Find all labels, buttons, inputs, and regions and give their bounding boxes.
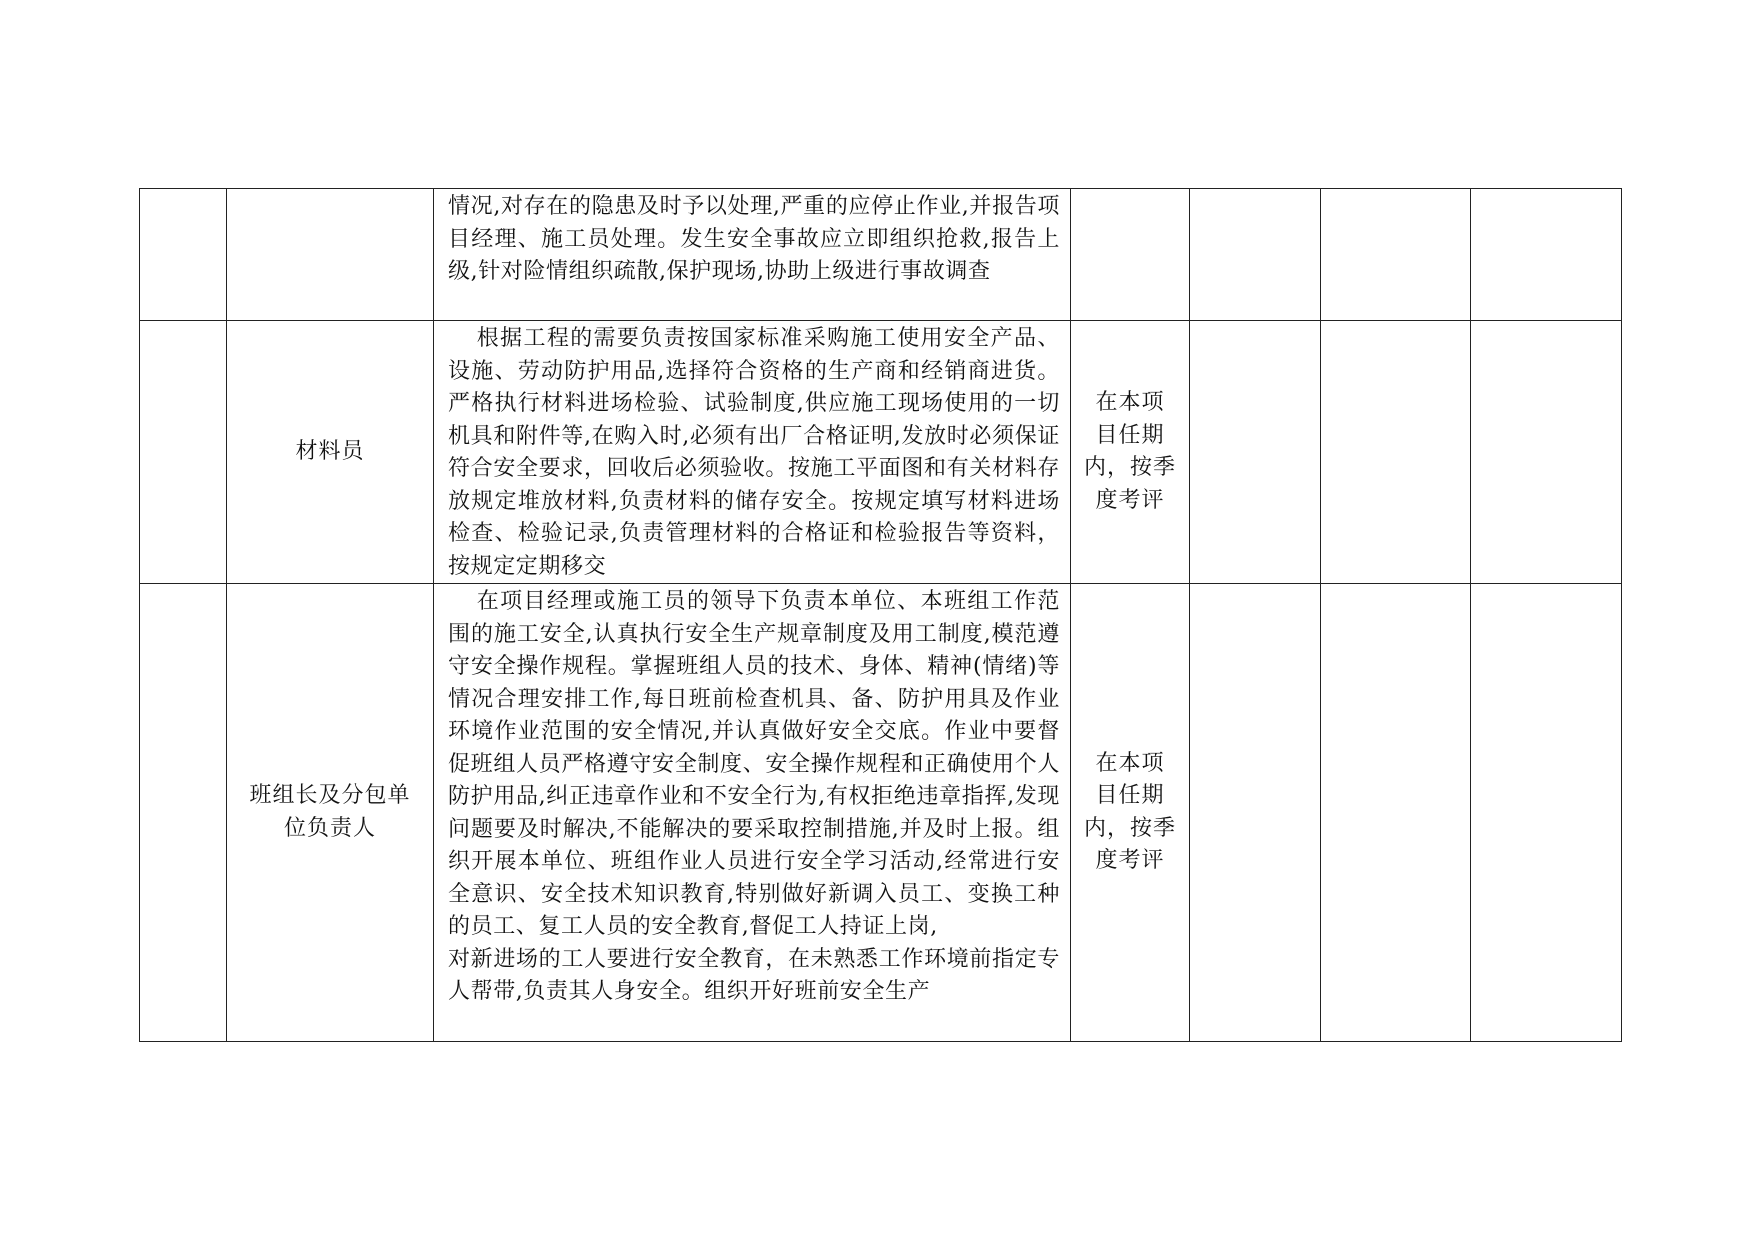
index-cell bbox=[140, 189, 227, 321]
role-name-line: 班组长及分包单 bbox=[249, 783, 411, 808]
empty-cell bbox=[1190, 189, 1321, 321]
empty-cell bbox=[1471, 189, 1622, 321]
duty-text bbox=[434, 584, 1070, 1009]
assessment-period-cell bbox=[1071, 584, 1190, 1042]
period-line: 度考评 bbox=[1095, 487, 1165, 513]
role-cell bbox=[227, 321, 434, 584]
duty-cell bbox=[434, 584, 1071, 1042]
empty-cell bbox=[1190, 584, 1321, 1042]
table-row bbox=[140, 584, 1622, 1042]
duty-paragraph: 在项目经理或施工员的领导下负责本单位、本班组工作范围的施工安全,认真执行安全生产规章制度及用工制度,模范遵守安全操作规程。掌握班组人员的技术、身体、精神(情绪)等情况合理安排工作,每日班前检查机具、备、防护用具及作业环境作业范围的安全情况,并认真做好安全交底。作业中要督促班组人员严格遵守安全制度、安全操作规程和正确使用个人防护用品,纠正违章作业和不安全行为,有权拒绝违章指挥,发现问题要及时解决,不能解决的要采取控制措施,并及时上报。组织开展本单位、班组作业人员进行安全学习活动,经常进行安全意识、安全技术知识教育,特别做好新调入员工、变换工种的员工、复工人员的安全教育,督促工人持证上岗, bbox=[448, 589, 1060, 939]
empty-cell bbox=[1321, 189, 1471, 321]
period-line: 在本项 bbox=[1095, 750, 1165, 776]
period-line: 内，按季 bbox=[1083, 815, 1176, 841]
duty-text: 情况,对存在的隐患及时予以处理,严重的应停止作业,并报告项目经理、施工员处理。发生安全事故应立即组织抢救,报告上级,针对险情组织疏散,保护现场,协助上级进行事故调查 bbox=[448, 194, 1060, 284]
role-cell bbox=[227, 584, 434, 1042]
assessment-period-cell bbox=[1071, 189, 1190, 321]
period-line: 目任期 bbox=[1095, 422, 1165, 448]
duty-paragraph-continued: 对新进场的工人要进行安全教育，在未熟悉工作环境前指定专人帮带,负责其人身安全。组织开好班前安全生产 bbox=[448, 946, 1060, 1004]
empty-cell bbox=[1471, 584, 1622, 1042]
assessment-period-cell bbox=[1071, 321, 1190, 584]
duty-cell bbox=[434, 189, 1071, 321]
duty-text bbox=[434, 321, 1070, 583]
duty-cell bbox=[434, 321, 1071, 584]
table-row bbox=[140, 321, 1622, 584]
role-cell bbox=[227, 189, 434, 321]
empty-cell bbox=[1321, 584, 1471, 1042]
empty-cell bbox=[1190, 321, 1321, 584]
period-line: 目任期 bbox=[1095, 783, 1165, 808]
period-line: 度考评 bbox=[1095, 848, 1165, 873]
index-cell bbox=[140, 321, 227, 584]
role-name-line: 材料员 bbox=[295, 438, 365, 464]
table-row bbox=[140, 189, 1622, 321]
responsibility-table bbox=[139, 188, 1622, 1042]
period-line: 在本项 bbox=[1095, 390, 1165, 415]
role-name-line: 位负责人 bbox=[283, 815, 376, 841]
duty-paragraph: 根据工程的需要负责按国家标准采购施工使用安全产品、设施、劳动防护用品,选择符合资格的生产商和经销商进货。严格执行材料进场检验、试验制度,供应施工现场使用的一切机具和附件等,在购入时,必须有出厂合格证明,发放时必须保证符合安全要求，回收后必须验收。按施工平面图和有关材料存放规定堆放材料,负责材料的储存安全。按规定填写材料进场检查、检验记录,负责管理材料的合格证和检验报告等资料，按规定定期移交 bbox=[448, 326, 1060, 579]
index-cell bbox=[140, 584, 227, 1042]
period-line: 内，按季 bbox=[1083, 455, 1176, 480]
empty-cell bbox=[1471, 321, 1622, 584]
empty-cell bbox=[1321, 321, 1471, 584]
